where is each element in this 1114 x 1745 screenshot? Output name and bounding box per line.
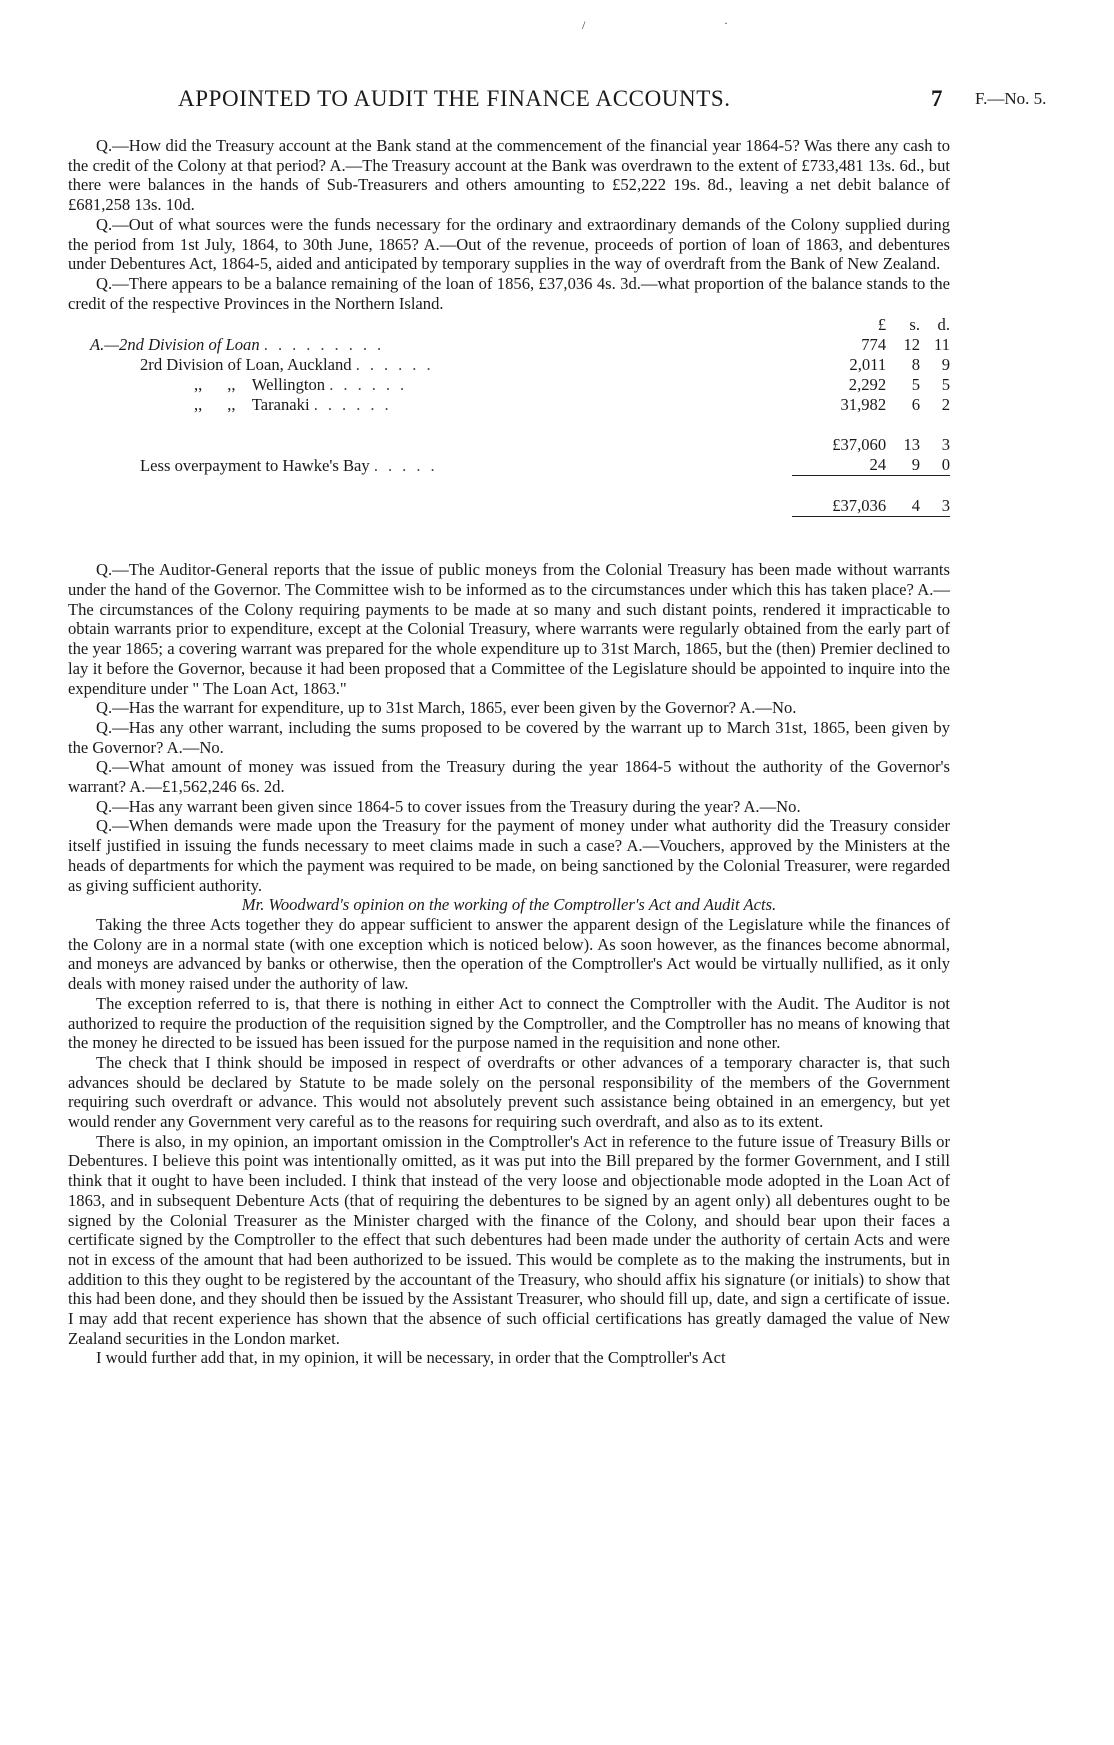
cell-pence: 2 [941, 395, 950, 415]
column-header-shillings: s. [909, 315, 921, 335]
cell-shillings: 4 [911, 495, 921, 515]
cell-shillings: 5 [911, 375, 921, 395]
paragraph: I would further add that, in my opinion, it will be necessary, in order that the Comptroller's Act [96, 1348, 726, 1368]
row-label: ,, ,, Taranaki [194, 395, 310, 415]
cell-pounds: 24 [869, 455, 887, 475]
paragraph: Q.—What amount of money was issued from the Treasury during the year 1864-5 without the authority of the Governor's warrant? A.—£1,562,246 6s. 2d. [68, 757, 950, 797]
cell-pounds: £37,036 [832, 495, 887, 515]
less-row: Less overpayment to Hawke's Bay ..... 24 9 0 [140, 455, 950, 475]
scan-mark: · [724, 16, 728, 30]
cell-shillings: 13 [903, 435, 921, 455]
cell-pence: 9 [941, 355, 950, 375]
paragraph: Q.—The Auditor-General reports that the issue of public moneys from the Colonial Treasury has been made without warrants under the hand of the Governor. The Committee wish to be informed as to the circumstances under which this has taken place? A.—The circumstances of the Colony requiring payments to be made at so many and such distant points, rendered it impracticable to obtain warrants prior to expenditure, except at the Colonial Treasury, where warrants were regularly obtained from the early part of the year 1865; a covering warrant was prepared for the whole expenditure up to 31st March, 1865, but the (then) Premier declined to lay it before the Governor, because it had been proposed that a Committee of the Legislature should be appointed to inquire into the expenditure under " The Loan Act, 1863." [68, 560, 950, 698]
cell-pounds: 774 [861, 335, 887, 355]
paragraph: Q.—Has any other warrant, including the sums proposed to be covered by the warrant up to March 31st, 1865, been given by the Governor? A.—No. [68, 717, 950, 757]
page-header [0, 86, 1114, 116]
cell-pence: 3 [941, 435, 950, 455]
cell-shillings: 6 [911, 395, 921, 415]
total-row [68, 496, 950, 517]
row-label: 2rd Division of Loan, Auckland [140, 355, 352, 375]
paragraph: Taking the three Acts together they do appear sufficient to answer the apparent design of the Legislature while the finances of the Colony are in a normal state (with one exception which is noticed below). As soon however, as the finances become abnormal, and moneys are advanced by banks or otherwise, then the operation of the Comptroller's Act would be virtually nullified, as it only deals with money raised under the authority of law. [68, 914, 950, 994]
cell-shillings: 8 [911, 355, 921, 375]
sum-rule [68, 476, 950, 496]
paragraph: Q.—There appears to be a balance remaining of the loan of 1856, £37,036 4s. 3d.—what proportion of the balance stands to the credit of the respective Provinces in the Northern Island. [68, 273, 950, 313]
cell-shillings: 12 [903, 335, 921, 355]
cell-pence: 3 [941, 495, 950, 515]
cell-pence: 11 [934, 335, 950, 355]
cell-pence: 0 [941, 455, 950, 475]
section-heading: Mr. Woodward's opinion on the working of the Comptroller's Act and Audit Acts. [241, 895, 777, 915]
total-rule [68, 516, 950, 536]
paragraph: Q.—Out of what sources were the funds necessary for the ordinary and extraordinary demands of the Colony supplied during the period from 1st July, 1864, to 30th June, 1865? A.—Out of the revenue, proceeds of portion of loan of 1863, and debentures under Debentures Act, 1864-5, aided and anticipated by temporary supplies in the way of overdraft from the Bank of New Zealand. [68, 214, 950, 274]
row-label: Less overpayment to Hawke's Bay [140, 455, 370, 475]
paragraph: Q.—How did the Treasury account at the Bank stand at the commencement of the financial year 1864-5? Was there any cash to the credit of the Colony at that period? A.—The Treasury account at the Bank was overdrawn to the extent of £733,481 13s. 6d., but there were balances in the hands of Sub-Treasurers and others amounting to £52,222 19s. 8d., leaving a net debit balance of £681,258 13s. 10d. [68, 136, 950, 215]
cell-pounds: 31,982 [840, 395, 887, 415]
running-title: APPOINTED TO AUDIT THE FINANCE ACCOUNTS. [178, 86, 731, 111]
table-row: ,, ,, Wellington ...... 2,292 5 5 [194, 375, 950, 395]
table-header-row [68, 315, 950, 335]
cell-pounds: £37,060 [832, 435, 887, 455]
paragraph: Q.—Has any warrant been given since 1864-5 to cover issues from the Treasury during the year? A.—No. [96, 796, 801, 816]
table-row: A.—2nd Division of Loan ......... 774 12 11 [90, 335, 950, 355]
document-body [68, 136, 950, 1368]
subtotal-row [68, 435, 950, 455]
paragraph: Q.—Has the warrant for expenditure, up to 31st March, 1865, ever been given by the Governor? A.—No. [96, 698, 797, 718]
paragraph: Q.—When demands were made upon the Treasury for the payment of money under what authority did the Treasury consider itself justified in issuing the funds necessary to meet claims made in such a case? A.—Vouchers, approved by the Ministers at the heads of departments for which the payment was required to be made, on being sanctioned by the Colonial Treasurer, were regarded as giving sufficient authority. [68, 816, 950, 895]
cell-shillings: 9 [911, 455, 921, 475]
paragraph: The exception referred to is, that there is nothing in either Act to connect the Comptroller with the Audit. The Auditor is not authorized to require the production of the requisition signed by the Comptroller, and the Comptroller has no means of knowing that the money he directed to be issued has been issued for the purpose named in the requisition and none other. [68, 993, 950, 1053]
cell-pounds: 2,011 [849, 355, 887, 375]
paragraph: There is also, in my opinion, an important omission in the Comptroller's Act in reference to the future issue of Treasury Bills or Debentures. I believe this point was intentionally omitted, as it was put into the Bill prepared by the former Government, and I still think that it ought to have been included. I think that instead of the very loose and objectionable mode adopted in the Loan Act of 1863, and in subsequent Debenture Acts (that of requiring the debentures to be signed by an agent only) all debentures ought to be signed by the Colonial Treasurer as the Minister charged with the finance of the Colony, and should bear upon their faces a certificate signed by the Comptroller to the effect that such debentures had been made under the authority of certain Acts and were not in excess of the amount that had been authorized to be issued. This would be complete as to the making the instruments, but in addition to this they ought to be registered by the accountant of the Treasury, who should affix his signature (or initials) to show that this had been done, and they should then be issued by the Assistant Treasurer, who should fill up, date, and sign a certificate of issue. I may add that recent experience has shown that the absence of such official certifications has greatly damaged the value of New Zealand securities in the London market. [68, 1131, 950, 1348]
cell-pounds: 2,292 [848, 375, 887, 395]
paper-reference: F.—No. 5. [975, 89, 1047, 108]
row-label: A.—2nd Division of Loan [90, 335, 260, 355]
table-row: 2rd Division of Loan, Auckland ...... 2,011 8 9 [140, 355, 950, 375]
column-header-pounds: £ [877, 315, 887, 335]
table-row: ,, ,, Taranaki ...... 31,982 6 2 [194, 395, 950, 415]
cell-pence: 5 [941, 375, 950, 395]
scan-mark: / [582, 18, 586, 32]
row-label: ,, ,, Wellington [194, 375, 326, 395]
column-header-pence: d. [937, 315, 950, 335]
page-number: 7 [931, 86, 943, 111]
paragraph: The check that I think should be imposed in respect of overdrafts or other advances of a temporary character is, that such advances should be declared by Statute to be made solely on the personal responsibility of the members of the Government requiring such overdraft or advance. This would not absolutely prevent such assistance being obtained in an emergency, but yet would render any Government very careful as to the reasons for requiring such overdraft, and also as to its extent. [68, 1052, 950, 1132]
loan-balance-table [68, 315, 950, 536]
